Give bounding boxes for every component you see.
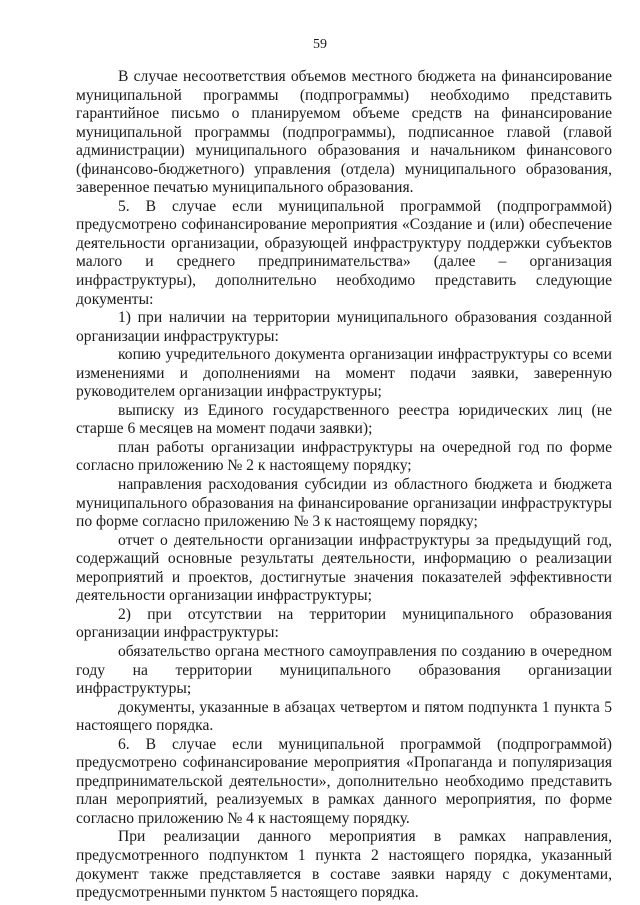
document-body — [76, 68, 612, 903]
paragraph-registry-extract: выписку из Единого государственного реестра юридических лиц (не старше 6 месяцев на момент подачи заявки); — [76, 401, 612, 438]
paragraph-work-plan: план работы организации инфраструктуры на очередной год по форме согласно приложению № 2 к настоящему порядку; — [76, 438, 612, 475]
paragraph-subitem-1: 1) при наличии на территории муниципального образования созданной организации инфраструктуры: — [76, 309, 612, 345]
paragraph-item-6: 6. В случае если муниципальной программой (подпрограммой) предусмотрено софинансирование мероприятия «Пропаганда и популяризация предпринимательской деятельности», дополнительно необходимо представить план мероприятий, реализуемых в рамках данного мероприятия, по форме согласно приложению № 4 к настоящему порядку. — [76, 735, 612, 827]
paragraph-charter-copy: копию учредительного документа организации инфраструктуры со всеми изменениями и дополнениями на момент подачи заявки, заверенную руководителем организации инфраструктуры; — [76, 346, 612, 401]
paragraph-subsidy-directions: направления расходования субсидии из областного бюджета и бюджета муниципального образования на финансирование организации инфраструктуры по форме согласно приложению № 3 к настоящему порядку; — [76, 476, 612, 531]
paragraph-obligation: обязательство органа местного самоуправления по созданию в очередном году на территории муниципального образования организации инфраструктуры; — [76, 642, 612, 698]
page-number: 59 — [313, 37, 327, 52]
paragraph-documents-reference: документы, указанные в абзацах четвертом и пятом подпункта 1 пункта 5 настоящего порядка. — [76, 698, 612, 735]
paragraph-budget-mismatch: В случае несоответствия объемов местного бюджета на финансирование муниципальной программы (подпрограммы) необходимо представить гарантийное письмо о планируемом объеме средств на финансирование муниципальной программы (подпрограммы), подписанное главой (главой администрации) муниципального образования и начальником финансового (финансово-бюджетного) управления (отдела) муниципального образования, заверенное печатью муниципального образования. — [76, 68, 612, 197]
paragraph-activity-report: отчет о деятельности организации инфраструктуры за предыдущий год, содержащий основные результаты деятельности, информацию о реализации мероприятий и проектов, достигнутые значения показателей эффективности деятельности организации инфраструктуры; — [76, 531, 612, 605]
paragraph-implementation: При реализации данного мероприятия в рамках направления, предусмотренного подпунктом 1 пункта 2 настоящего порядка, указанный документ также представляется в составе заявки наряду с документами, предусмотренными пунктом 5 настоящего порядка. — [76, 828, 612, 902]
paragraph-subitem-2: 2) при отсутствии на территории муниципального образования организации инфраструктуры: — [76, 605, 612, 642]
paragraph-item-5: 5. В случае если муниципальной программой (подпрограммой) предусмотрено софинансирование мероприятия «Создание и (или) обеспечение деятельности организации, образующей инфраструктуру поддержки субъектов малого и среднего предпринимательства» (далее – организация инфраструктуры), дополнительно необходимо представить следующие документы: — [76, 197, 612, 308]
